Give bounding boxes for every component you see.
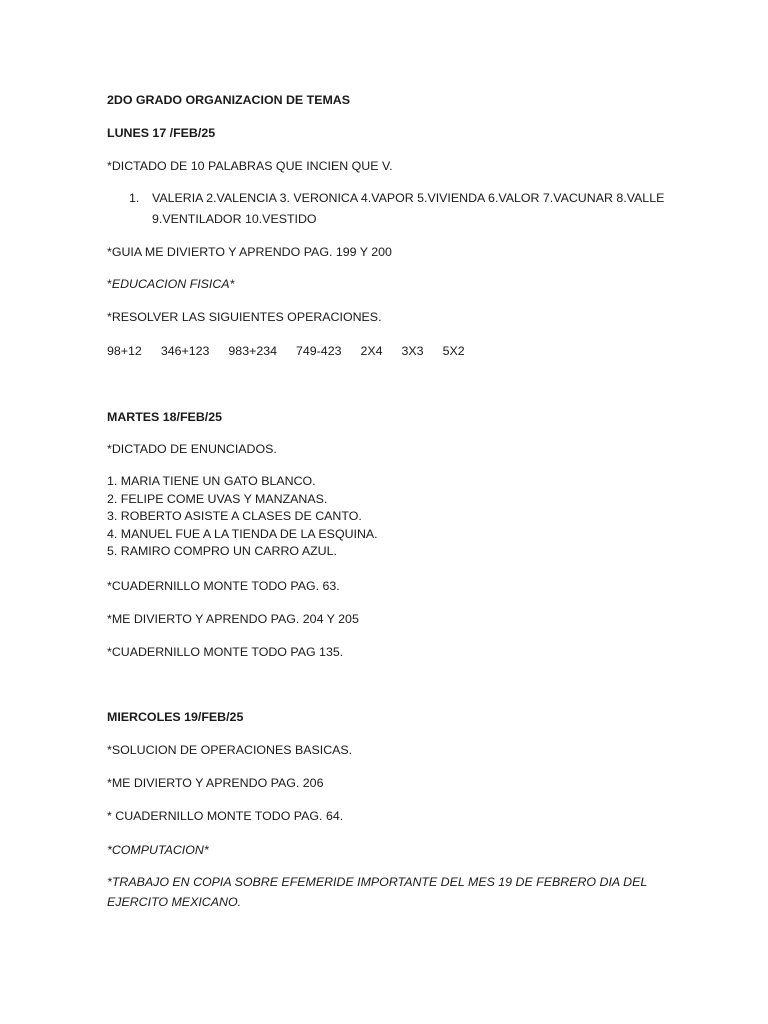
lunes-educacion-fisica [107,276,234,292]
operation-item: 3X3 [401,344,424,358]
operation-item: 98+12 [107,344,142,358]
lunes-operations [107,343,465,359]
operation-item: 749-423 [296,344,342,358]
operation-item: 346+123 [160,344,210,358]
martes-sentence: 3. ROBERTO ASISTE A CLASES DE CANTO. [107,509,362,523]
martes-heading: MARTES 18/FEB/25 [107,410,222,424]
miercoles-solucion: *SOLUCION DE OPERACIONES BASICAS. [107,743,353,757]
lunes-guia: *GUIA ME DIVIERTO Y APRENDO PAG. 199 Y 200 [107,245,392,259]
operation-item: 5X2 [442,344,465,358]
martes-sentence: 4. MANUEL FUE A LA TIENDA DE LA ESQUINA. [107,527,378,541]
martes-sentence: 2. FELIPE COME UVAS Y MANZANAS. [107,492,328,506]
lunes-word-list: VALERIA 2.VALENCIA 3. VERONICA 4.VAPOR 5.VIVIENDA 6.VALOR 7.VACUNAR 8.VALLE 9.VENTILADOR 10.VESTIDO [152,191,665,226]
lunes-dictado: *DICTADO DE 10 PALABRAS QUE INCIEN QUE V. [107,159,393,173]
miercoles-heading: MIERCOLES 19/FEB/25 [107,710,244,724]
miercoles-computacion: *COMPUTACION* [107,843,209,857]
lunes-heading: LUNES 17 /FEB/25 [107,126,216,140]
operation-item: 983+234 [228,344,277,358]
educacion-label: EDUCACION FISICA* [111,277,235,291]
lunes-resolver: *RESOLVER LAS SIGUIENTES OPERACIONES. [107,310,382,324]
miercoles-me-divierto: *ME DIVIERTO Y APRENDO PAG. 206 [107,776,324,790]
operation-item: 2X4 [360,344,383,358]
educacion-prefix: * [107,277,112,291]
martes-cuadernillo-63: *CUADERNILLO MONTE TODO PAG. 63. [107,579,340,593]
martes-dictado: *DICTADO DE ENUNCIADOS. [107,442,277,456]
miercoles-cuadernillo: * CUADERNILLO MONTE TODO PAG. 64. [107,809,344,823]
martes-sentence: 1. MARIA TIENE UN GATO BLANCO. [107,474,316,488]
miercoles-trabajo: *TRABAJO EN COPIA SOBRE EFEMERIDE IMPORTANTE DEL MES 19 DE FEBRERO DIA DEL EJERCITO MEXICANO. [107,875,648,909]
martes-sentence: 5. RAMIRO COMPRO UN CARRO AZUL. [107,544,337,558]
martes-cuadernillo-135: *CUADERNILLO MONTE TODO PAG 135. [107,645,344,659]
lunes-list-number: 1. [129,191,140,205]
martes-me-divierto: *ME DIVIERTO Y APRENDO PAG. 204 Y 205 [107,612,359,626]
document-title: 2DO GRADO ORGANIZACION DE TEMAS [107,93,351,107]
